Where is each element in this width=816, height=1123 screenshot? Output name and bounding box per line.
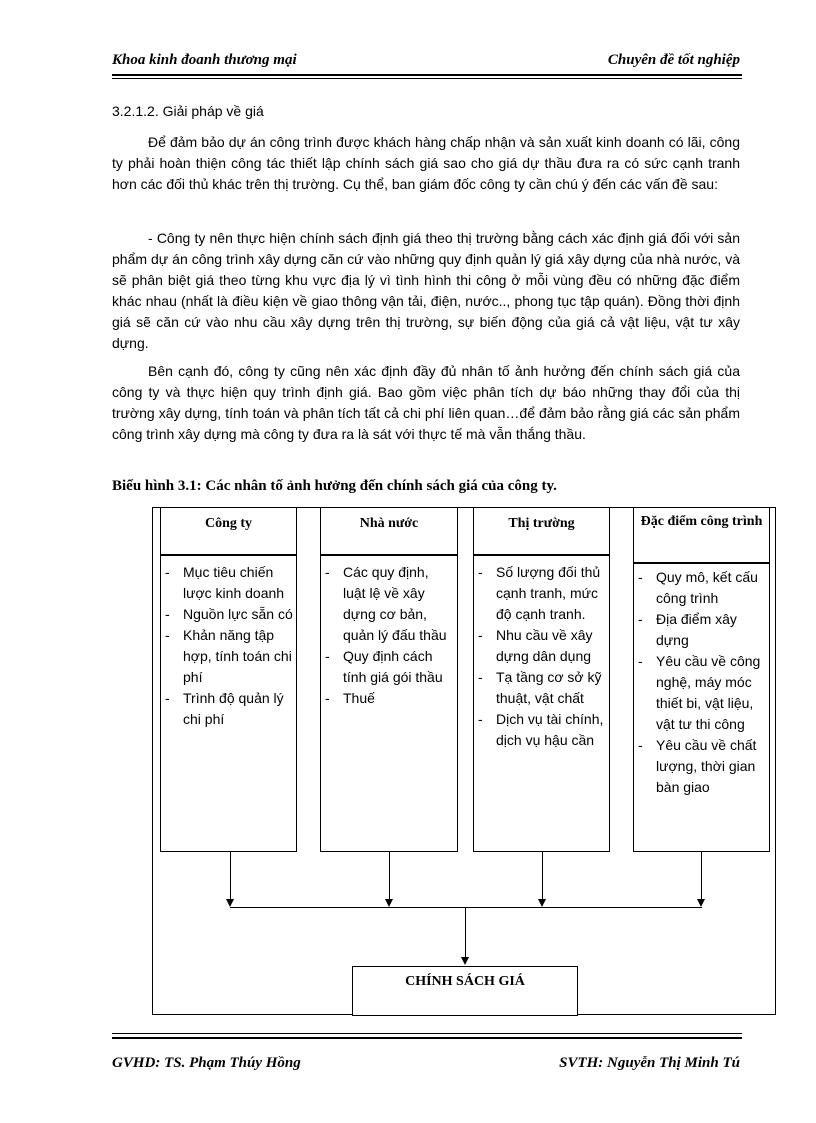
footer-student: SVTH: Nguyễn Thị Minh Tú	[559, 1055, 740, 1071]
paragraph-intro: Để đảm bảo dự án công trình được khách hàng chấp nhận và sản xuất kinh doanh có lãi, công ty phải hoàn thiện công tác thiết lập chính sách giá sao cho giá dự thầu đưa ra có sức cạnh tranh hơn các đối thủ khác trên thị trường. Cụ thể, ban giám đốc công ty cần chú ý đến các vấn đề sau:	[112, 134, 740, 192]
factor-title-state: Nhà nước	[359, 516, 419, 531]
factor-header-company	[160, 507, 297, 555]
footer-rule-thin	[112, 1033, 742, 1034]
result-label: CHÍNH SÁCH GIÁ	[405, 974, 525, 989]
list-item: - Thuế	[321, 688, 455, 709]
arrow-result	[461, 957, 469, 965]
list-item: - Yêu cầu về chất lượng, thời gian bàn giao	[634, 735, 767, 798]
factor-list-market	[473, 555, 610, 852]
list-item: - Quy mô, kết cấu công trình	[634, 567, 767, 609]
list-item: - Mục tiêu chiến lược kinh doanh	[161, 562, 294, 604]
header-rule-thick	[112, 74, 742, 76]
factor-title-project: Đặc điểm công trình	[640, 514, 763, 529]
connector-state	[389, 852, 390, 902]
list-item: - Địa điểm xây dựng	[634, 609, 767, 651]
footer-advisor: GVHD: TS. Phạm Thúy Hồng	[112, 1055, 301, 1071]
list-item: - Khản năng tập hợp, tính toán chi phí	[161, 625, 294, 688]
result-box	[352, 966, 578, 1016]
list-item: - Số lượng đối thủ cạnh tranh, mức độ cạnh tranh.	[474, 562, 607, 625]
factor-header-market	[473, 507, 610, 555]
footer-rule-thick	[112, 1037, 742, 1039]
factor-header-state	[320, 507, 458, 555]
list-item: - Tạ tầng cơ sở kỹ thuật, vật chất	[474, 667, 607, 709]
arrow-company	[226, 899, 234, 907]
list-item: - Nguồn lực sẵn có	[161, 604, 294, 625]
factor-title-market: Thị trường	[508, 516, 575, 531]
list-item: - Trình độ quản lý chi phí	[161, 688, 294, 730]
factor-list-company	[160, 555, 297, 852]
connector-company	[230, 852, 231, 902]
list-item: - Yêu cầu về công nghệ, máy móc thiết bi, vật liệu, vật tư thi công	[634, 651, 767, 735]
arrow-market	[538, 899, 546, 907]
collector-line	[230, 907, 702, 908]
list-item: - Các quy định, luật lệ về xây dựng cơ bản, quản lý đấu thầu	[321, 562, 455, 646]
connector-market	[542, 852, 543, 902]
paragraph-pricing-policy: - Công ty nên thực hiện chính sách định giá theo thị trường bằng cách xác định giá đối với sản phẩm dự án công trình xây dựng căn cứ vào những quy định quản lý giá xây dựng của nhà nước, và sẽ phân biệt giá theo từng khu vực địa lý vì tình hình thi công ở mỗi vùng đều có những đặc điểm khác nhau (nhất là điều kiện về giao thông vận tải, điện, nước.., phong tục tập quán). Đồng thời định giá sẽ căn cứ vào nhu cầu xây dựng trên thị trường, sự biến động của giá cả vật liệu, vật tư xây dựng.	[112, 230, 740, 351]
factor-header-project	[633, 507, 770, 563]
factor-list-project	[633, 563, 770, 852]
list-item: - Nhu cầu về xây dựng dân dụng	[474, 625, 607, 667]
header-rule-thin	[112, 78, 742, 79]
figure-caption: Biểu hình 3.1: Các nhân tố ảnh hưởng đến chính sách giá của công ty.	[112, 478, 557, 494]
header-doc-type: Chuyên đề tốt nghiệp	[607, 52, 740, 68]
paragraph-factors: Bên cạnh đó, công ty cũng nên xác định đầy đủ nhân tố ảnh hưởng đến chính sách giá của công ty và thực hiện quy trình định giá. Bao gồm việc phân tích dự báo những thay đổi của thị trường xây dựng, tính toán và phân tích tất cả chi phí liên quan…để đảm bảo rằng giá các sản phẩm công trình xây dựng mà công ty đưa ra là sát với thực tế mà vẫn thắng thầu.	[112, 363, 740, 442]
connector-result	[465, 907, 466, 959]
arrow-state	[385, 899, 393, 907]
factor-list-state	[320, 555, 458, 852]
factor-title-company: Công ty	[204, 516, 253, 531]
list-item: - Dịch vụ tài chính, dịch vụ hậu cần	[474, 709, 607, 751]
connector-project	[701, 852, 702, 902]
arrow-project	[697, 899, 705, 907]
header-faculty: Khoa kinh đoanh thương mại	[112, 52, 297, 68]
section-title: 3.2.1.2. Giải pháp về giá	[112, 103, 264, 119]
list-item: - Quy định cách tính giá gói thầu	[321, 646, 455, 688]
